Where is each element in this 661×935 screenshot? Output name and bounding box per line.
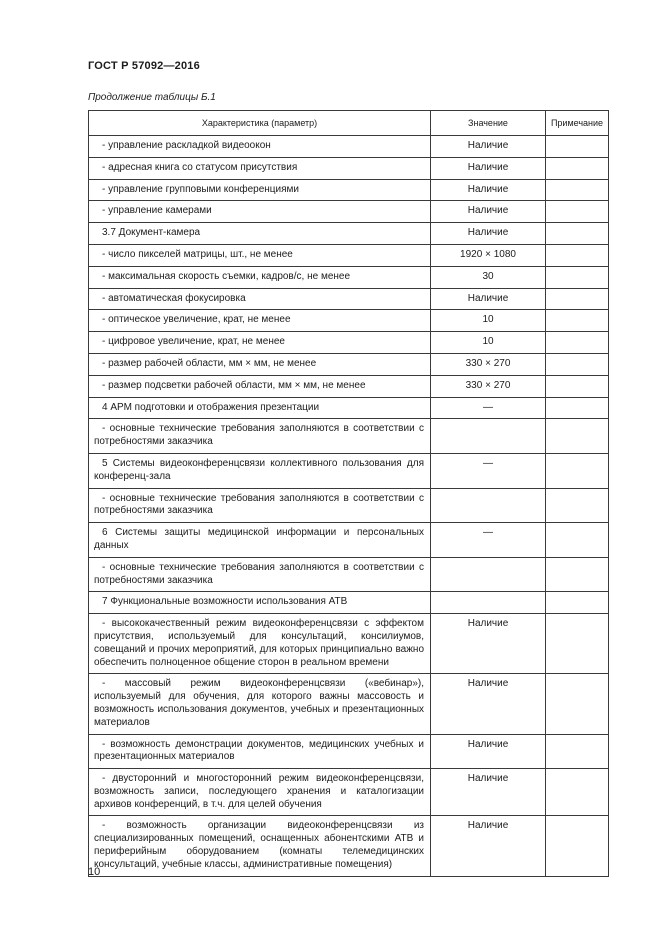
cell-characteristic: - число пикселей матрицы, шт., не менее — [89, 244, 431, 266]
table-body — [89, 136, 609, 877]
cell-note — [546, 332, 609, 354]
col-header-characteristic: Характеристика (параметр) — [89, 111, 431, 136]
table-row — [89, 223, 609, 245]
table-row — [89, 397, 609, 419]
cell-characteristic: 3.7 Документ-камера — [89, 223, 431, 245]
table-row — [89, 375, 609, 397]
cell-value: Наличие — [431, 223, 546, 245]
cell-characteristic: - оптическое увеличение, крат, не менее — [89, 310, 431, 332]
cell-note — [546, 592, 609, 614]
table-row — [89, 157, 609, 179]
cell-characteristic: - высококачественный режим видеоконференцсвязи с эффектом присутствия, используемый для консультаций, консилиумов, совещаний и прочих мероприятий, для которых принципиально важно обеспечить полноценное общение сторон в реальном времени — [89, 614, 431, 674]
table-row — [89, 769, 609, 816]
cell-value — [431, 488, 546, 523]
cell-value: Наличие — [431, 201, 546, 223]
col-header-value: Значение — [431, 111, 546, 136]
cell-note — [546, 375, 609, 397]
cell-characteristic: - цифровое увеличение, крат, не менее — [89, 332, 431, 354]
cell-value: — — [431, 453, 546, 488]
cell-value: Наличие — [431, 179, 546, 201]
cell-note — [546, 136, 609, 158]
table-row — [89, 244, 609, 266]
cell-characteristic: - управление раскладкой видеоокон — [89, 136, 431, 158]
table-header-row — [89, 111, 609, 136]
table-row — [89, 523, 609, 558]
page-number: 10 — [88, 866, 101, 878]
cell-value: Наличие — [431, 288, 546, 310]
cell-value — [431, 557, 546, 592]
col-header-note: Примечание — [546, 111, 609, 136]
table-row — [89, 488, 609, 523]
cell-note — [546, 223, 609, 245]
cell-characteristic: 7 Функциональные возможности использования АТВ — [89, 592, 431, 614]
cell-characteristic: 6 Системы защиты медицинской информации и персональных данных — [89, 523, 431, 558]
table-row — [89, 592, 609, 614]
table-row — [89, 674, 609, 734]
cell-note — [546, 734, 609, 769]
cell-value: Наличие — [431, 614, 546, 674]
table-row — [89, 353, 609, 375]
cell-value: — — [431, 523, 546, 558]
cell-note — [546, 266, 609, 288]
cell-note — [546, 614, 609, 674]
table-row — [89, 332, 609, 354]
cell-characteristic: - возможность демонстрации документов, медицинских учебных и презентационных материалов — [89, 734, 431, 769]
cell-note — [546, 523, 609, 558]
table-row — [89, 557, 609, 592]
cell-characteristic: - размер подсветки рабочей области, мм × мм, не менее — [89, 375, 431, 397]
cell-note — [546, 179, 609, 201]
cell-characteristic: - основные технические требования заполняются в соответствии с потребностями заказчика — [89, 488, 431, 523]
cell-note — [546, 397, 609, 419]
cell-value — [431, 419, 546, 454]
cell-value: Наличие — [431, 674, 546, 734]
cell-characteristic: - управление камерами — [89, 201, 431, 223]
cell-note — [546, 816, 609, 876]
table-row — [89, 734, 609, 769]
cell-value: Наличие — [431, 136, 546, 158]
cell-value: Наличие — [431, 734, 546, 769]
table-row — [89, 266, 609, 288]
cell-value: 1920 × 1080 — [431, 244, 546, 266]
cell-note — [546, 353, 609, 375]
table-row — [89, 136, 609, 158]
document-code: ГОСТ Р 57092—2016 — [88, 60, 200, 72]
cell-characteristic: - массовый режим видеоконференцсвязи («вебинар»), используемый для обучения, для которого важны массовость и возможность использования документов, учебных и презентационных материалов — [89, 674, 431, 734]
table-row — [89, 288, 609, 310]
cell-characteristic: - основные технические требования заполняются в соответствии с потребностями заказчика — [89, 557, 431, 592]
cell-note — [546, 488, 609, 523]
cell-value: 330 × 270 — [431, 375, 546, 397]
cell-value: 30 — [431, 266, 546, 288]
table-row — [89, 310, 609, 332]
cell-note — [546, 244, 609, 266]
table-row — [89, 453, 609, 488]
cell-value — [431, 592, 546, 614]
cell-characteristic: - размер рабочей области, мм × мм, не менее — [89, 353, 431, 375]
cell-note — [546, 674, 609, 734]
table-row — [89, 179, 609, 201]
cell-value: Наличие — [431, 157, 546, 179]
table-row — [89, 816, 609, 876]
cell-characteristic: - двусторонний и многосторонний режим видеоконференцсвязи, возможность записи, последующего хранения и каталогизации архивов конференций, в т.ч. для целей обучения — [89, 769, 431, 816]
cell-characteristic: - адресная книга со статусом присутствия — [89, 157, 431, 179]
table-row — [89, 419, 609, 454]
cell-value: 10 — [431, 332, 546, 354]
cell-note — [546, 201, 609, 223]
table-row — [89, 201, 609, 223]
cell-characteristic: 5 Системы видеоконференцсвязи коллективного пользования для конференц-зала — [89, 453, 431, 488]
cell-characteristic: 4 АРМ подготовки и отображения презентации — [89, 397, 431, 419]
cell-value: 10 — [431, 310, 546, 332]
table-caption: Продолжение таблицы Б.1 — [88, 92, 216, 103]
cell-note — [546, 769, 609, 816]
cell-note — [546, 288, 609, 310]
cell-characteristic: - основные технические требования заполняются в соответствии с потребностями заказчика — [89, 419, 431, 454]
table-row — [89, 614, 609, 674]
cell-characteristic: - управление групповыми конференциями — [89, 179, 431, 201]
cell-value: 330 × 270 — [431, 353, 546, 375]
cell-characteristic: - максимальная скорость съемки, кадров/с, не менее — [89, 266, 431, 288]
cell-characteristic: - возможность организации видеоконференцсвязи из специализированных помещений, оснащенных абонентскими АТВ и периферийным оборудованием (комнаты телемедицинских консультаций, учебные классы, административные помещения) — [89, 816, 431, 876]
cell-value: Наличие — [431, 816, 546, 876]
cell-characteristic: - автоматическая фокусировка — [89, 288, 431, 310]
cell-value: Наличие — [431, 769, 546, 816]
cell-note — [546, 157, 609, 179]
cell-value: — — [431, 397, 546, 419]
cell-note — [546, 453, 609, 488]
table-b1 — [88, 110, 609, 877]
cell-note — [546, 419, 609, 454]
cell-note — [546, 557, 609, 592]
cell-note — [546, 310, 609, 332]
